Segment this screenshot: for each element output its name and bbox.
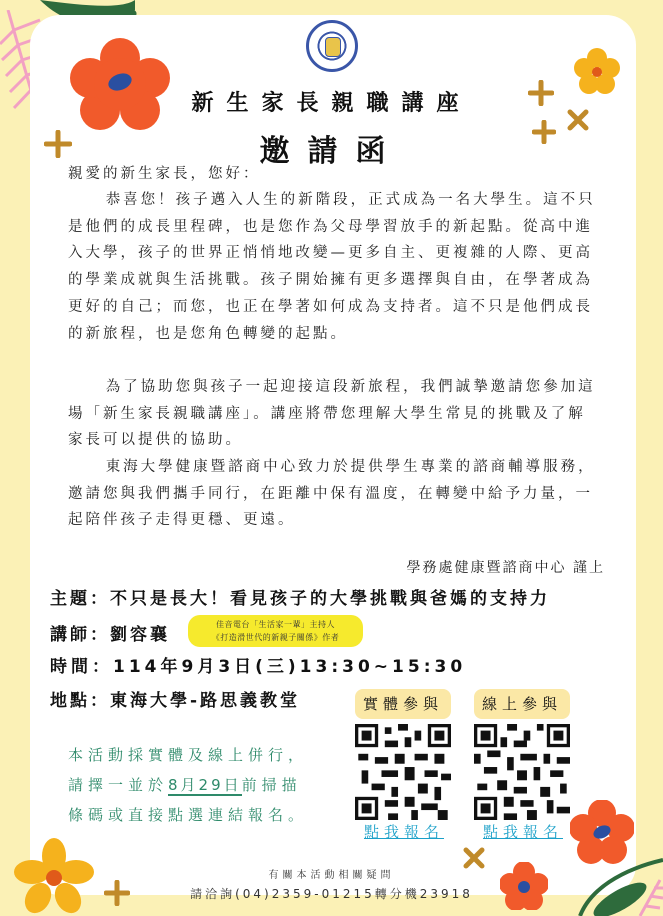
notice-line: 本活動採實體及線上併行， (68, 746, 309, 764)
letter-paragraph: 東海大學健康暨諮商中心致力於提供學生專業的諮商輔導服務，邀請您與我們攜手同行，在距離中保有溫度，在轉變中給予力量，一起陪伴孩子走得更穩、更遠。 (68, 459, 596, 529)
sparkle-icon (462, 846, 486, 870)
notice-line: 條碼或直接點選連結報名。 (68, 806, 309, 824)
invitation-heading: 邀請函 (259, 134, 404, 169)
event-topic: 主題：不只是長大！看見孩子的大學挑戰與爸媽的支持力 (50, 589, 550, 609)
letter-paragraph: 為了協助您與孩子一起迎接這段新旅程，我們誠摯邀請您參加這場「新生家長親職講座」。講座將帶您理解大學生常見的挑戰及了解家長可以提供的協助。 (68, 379, 596, 449)
registration-notice (68, 740, 338, 830)
notice-text: 請擇一並於 (68, 776, 169, 794)
qr-code-in-person[interactable] (355, 724, 451, 820)
salutation: 親愛的新生家長，您好： (68, 166, 261, 182)
deadline-date: 8月29日 (168, 776, 242, 794)
signoff: 學務處健康暨諮商中心 謹上 (406, 560, 605, 576)
online-label: 線上參與 (474, 689, 570, 719)
speaker-credential-line: 《打造滑世代的新親子關係》作者 (211, 633, 340, 642)
register-link-in-person[interactable]: 點我報名 (363, 823, 444, 841)
sparkle-icon (104, 880, 130, 906)
event-title: 新生家長親職講座 (191, 91, 472, 116)
leaf-decoration-bottomright (560, 850, 663, 916)
letter-paragraph: 恭喜您！孩子邁入人生的新階段，正式成為一名大學生。這不只是他們的成長里程碑，也是您作為父母學習放手的新起點。從高中進入大學，孩子的世界正悄悄地改變—更多自主、更複雜的人際、更高的學業成就與生活挑戰。孩子開始擁有更多選擇與自由，在學著成為更好的自己；而您，也正在學著如何成為支持者。這不只是他們成長的新旅程，也是您角色轉變的起點。 (68, 192, 596, 342)
university-logo (306, 20, 358, 72)
yellow-flower-icon (14, 838, 94, 916)
register-link-online[interactable]: 點我報名 (482, 823, 563, 841)
event-speaker: 講師：劉容襄 (50, 625, 170, 645)
contact-phone: 請洽詢(04)2359-01215轉分機23918 (190, 887, 473, 901)
event-time: 時間：114年9月3日(三)13:30~15:30 (50, 657, 467, 677)
notice-line (68, 770, 338, 800)
notice-text: 前掃描 (241, 776, 302, 794)
event-venue: 地點：東海大學-路思義教堂 (50, 691, 301, 711)
speaker-credentials (188, 615, 363, 647)
in-person-label: 實體參與 (355, 689, 451, 719)
qr-code-online[interactable] (474, 724, 570, 820)
orange-flower-icon (500, 862, 548, 910)
contact-heading: 有關本活動相關疑問 (268, 870, 395, 881)
speaker-credential-line: 佳音電台「生活家一輩」主持人 (216, 620, 335, 629)
